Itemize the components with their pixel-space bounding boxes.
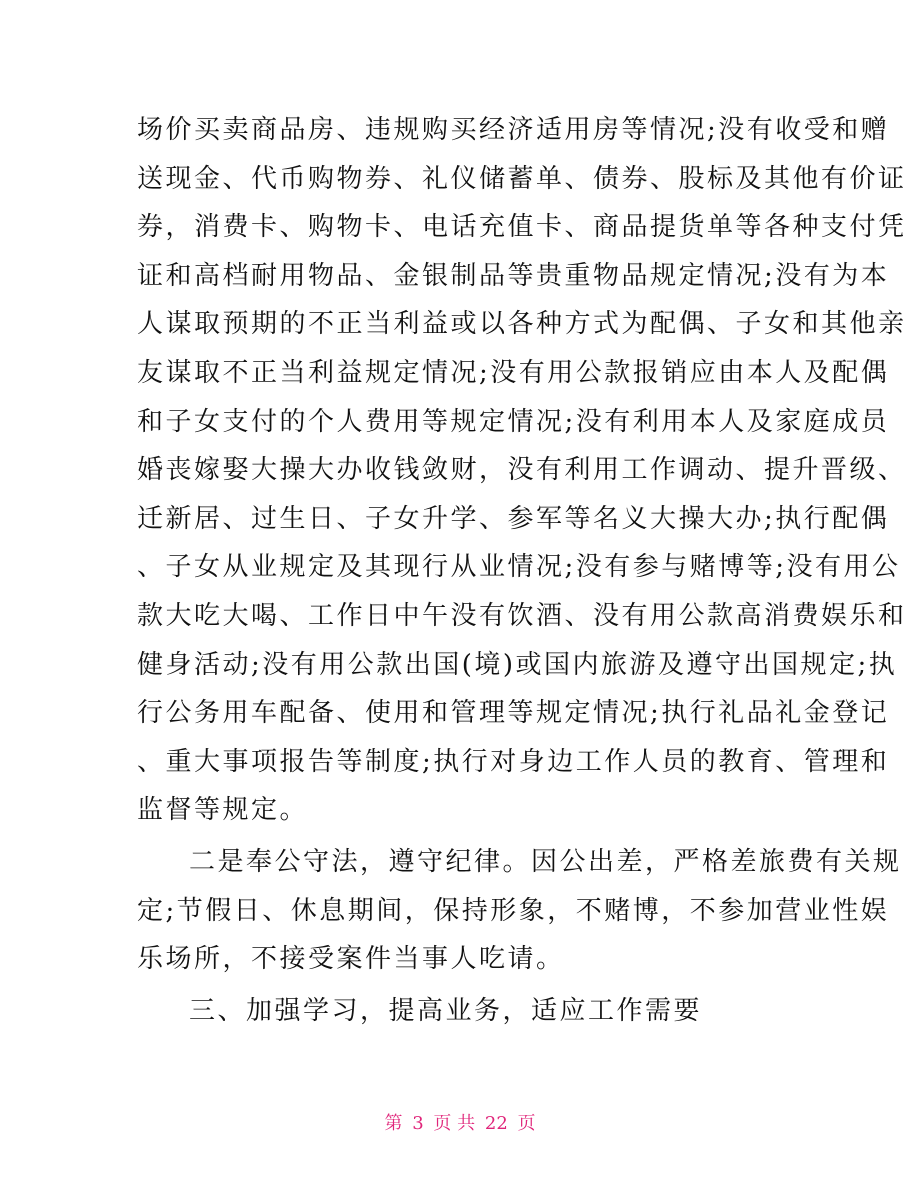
text-line: 行公务用车配备、使用和管理等规定情况;执行礼品礼金登记 xyxy=(137,698,890,729)
text-line: 定;节假日、休息期间，保持形象，不赌博，不参加营业性娱 xyxy=(137,895,890,926)
text-line: 监督等规定。 xyxy=(137,795,309,826)
text-line: 款大吃大喝、工作日中午没有饮酒、没有用公款高消费娱乐和 xyxy=(137,600,907,631)
text-line: 、子女从业规定及其现行从业情况;没有参与赌博等;没有用公 xyxy=(137,552,901,583)
text-line: 证和高档耐用物品、金银制品等贵重物品规定情况;没有为本 xyxy=(137,260,890,291)
text-line: 二是奉公守法，遵守纪律。因公出差，严格差旅费有关规 xyxy=(189,846,902,877)
text-line: 送现金、代币购物券、礼仪储蓄单、债券、股标及其他有价证 xyxy=(137,163,907,194)
text-line: 和子女支付的个人费用等规定情况;没有利用本人及家庭成员 xyxy=(137,406,890,437)
document-body xyxy=(137,106,907,1035)
text-line: 三、加强学习，提高业务，适应工作需要 xyxy=(189,995,703,1026)
text-line: 券，消费卡、购物卡、电话充值卡、商品提货单等各种支付凭 xyxy=(137,212,907,243)
text-line: 婚丧嫁娶大操大办收钱敛财，没有利用工作调动、提升晋级、 xyxy=(137,455,907,486)
footer-suffix: 页 xyxy=(517,1113,536,1134)
paragraph xyxy=(137,838,902,984)
footer-current-page: 3 xyxy=(412,1113,424,1134)
text-line: 场价买卖商品房、违规购买经济适用房等情况;没有收受和赠 xyxy=(137,115,890,145)
text-line: 人谋取预期的不正当利益或以各种方式为配偶、子女和其他亲 xyxy=(137,309,907,340)
text-line: 乐场所，不接受案件当事人吃请。 xyxy=(137,944,565,975)
text-line: 友谋取不正当利益规定情况;没有用公款报销应由本人及配偶 xyxy=(137,357,890,388)
text-line: 健身活动;没有用公款出国(境)或国内旅游及遵守出国规定;执 xyxy=(137,649,898,680)
footer-total-pages: 22 xyxy=(484,1113,508,1134)
page-footer xyxy=(0,1110,920,1138)
text-line: 、重大事项报告等制度;执行对身边工作人员的教育、管理和 xyxy=(137,746,890,777)
footer-prefix: 第 xyxy=(384,1113,403,1134)
paragraph xyxy=(137,106,907,835)
section-heading xyxy=(137,987,785,1036)
footer-middle: 页 共 xyxy=(433,1113,476,1134)
text-line: 迁新居、过生日、子女升学、参军等名义大操大办;执行配偶 xyxy=(137,503,890,534)
